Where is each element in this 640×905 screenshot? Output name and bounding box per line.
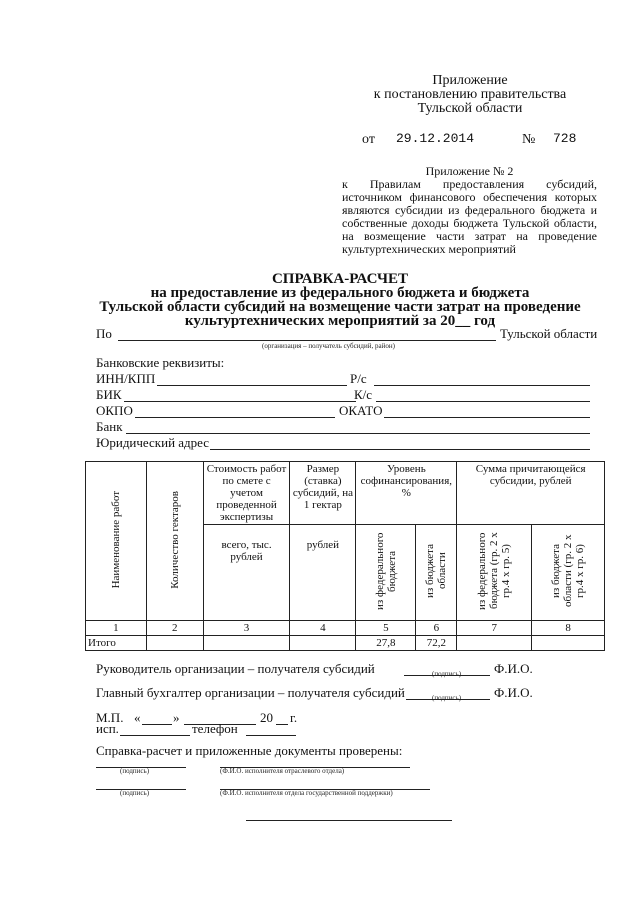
accountant-fio: Ф.И.О. bbox=[494, 685, 533, 700]
col-num-3: 3 bbox=[203, 621, 290, 636]
num-label: № bbox=[522, 132, 536, 147]
bank-label: Банк bbox=[96, 419, 123, 434]
decree-number: 728 bbox=[553, 131, 577, 146]
th-rate: Размер (ставка) субсидий, на 1 гектар bbox=[290, 462, 356, 525]
doc-title bbox=[60, 272, 620, 328]
total-level-fed: 27,8 bbox=[356, 636, 416, 651]
po-label: По bbox=[96, 326, 112, 341]
mp-label: М.П. bbox=[96, 710, 124, 725]
doc-title-line2: на предоставление из федерального бюджета и бюджета bbox=[150, 285, 530, 301]
ks-field bbox=[376, 401, 590, 402]
th-level-reg: из бюджета области bbox=[416, 525, 457, 621]
th-rate-unit: рублей bbox=[290, 525, 356, 621]
accountant-sign-caption: (подпись) bbox=[432, 694, 462, 702]
bank-title: Банковские реквизиты: bbox=[96, 355, 225, 370]
header-line2: к постановлению правительства bbox=[373, 87, 567, 102]
phone-field bbox=[246, 735, 296, 736]
subsidy-table bbox=[85, 461, 605, 651]
ot-label: от bbox=[362, 132, 375, 147]
col-num-1: 1 bbox=[86, 621, 147, 636]
date-open: « bbox=[134, 710, 141, 725]
th-level-fed: из федерального бюджета bbox=[356, 525, 416, 621]
th-name: Наименование работ bbox=[86, 462, 147, 621]
total-sum-reg bbox=[532, 636, 605, 651]
th-cost: Стоимость работ по смете с учетом проведенной экспертизы bbox=[203, 462, 290, 525]
total-rate bbox=[290, 636, 356, 651]
po-suffix: Тульской области bbox=[500, 326, 598, 341]
appendix-title: Приложение № 2 bbox=[425, 164, 514, 178]
col-num-6: 6 bbox=[416, 621, 457, 636]
head-fio: Ф.И.О. bbox=[494, 661, 533, 676]
rs-label: Р/с bbox=[350, 371, 367, 386]
appendix-text: к Правилам предоставления субсидий, источником финансового обеспечения которых являются субсидии из федерального бюджета и собственные доходы бюджета Тульской области, на возмещение части затрат на проведение культуртехнических мероприятий bbox=[342, 177, 597, 256]
col-num-7: 7 bbox=[457, 621, 532, 636]
th-sum: Сумма причитающейся субсидии, рублей bbox=[457, 462, 605, 525]
inn-label: ИНН/КПП bbox=[96, 371, 156, 386]
doc-title-line3: Тульской области субсидий на возмещение части затрат на проведение bbox=[99, 299, 581, 315]
th-sum-reg: из бюджета области (гр. 2 х гр.4 х гр. 6) bbox=[532, 525, 605, 621]
bottom-rule bbox=[246, 820, 452, 821]
total-sum-fed bbox=[457, 636, 532, 651]
okato-field bbox=[384, 417, 590, 418]
head-sign-caption: (подпись) bbox=[432, 670, 462, 678]
ks-label: К/с bbox=[354, 387, 373, 402]
address-field bbox=[210, 449, 590, 450]
check1-sign-caption: (подпись) bbox=[120, 767, 150, 775]
isp-label: исп. bbox=[96, 721, 119, 736]
bik-field bbox=[124, 401, 356, 402]
inn-field bbox=[157, 385, 347, 386]
accountant-label: Главный бухгалтер организации – получателя субсидий bbox=[96, 685, 405, 700]
total-label: Итого bbox=[86, 636, 147, 651]
th-cost-unit: всего, тыс. рублей bbox=[203, 525, 290, 621]
phone-label: телефон bbox=[192, 721, 238, 736]
okpo-label: ОКПО bbox=[96, 403, 133, 418]
year-field bbox=[276, 724, 288, 725]
okpo-field bbox=[135, 417, 335, 418]
check2-fio-caption: (Ф.И.О. исполнителя отдела государственной поддержки) bbox=[220, 789, 393, 797]
okato-label: ОКАТО bbox=[339, 403, 383, 418]
appendix-block bbox=[342, 165, 597, 256]
col-num-5: 5 bbox=[356, 621, 416, 636]
bank-field bbox=[126, 433, 590, 434]
bik-label: БИК bbox=[96, 387, 122, 402]
decree-date: 29.12.2014 bbox=[396, 131, 475, 146]
address-label: Юридический адрес bbox=[96, 435, 210, 450]
col-num-4: 4 bbox=[290, 621, 356, 636]
year-suffix: г. bbox=[290, 710, 298, 725]
doc-title-line4: культуртехнических мероприятий за 20__ год bbox=[184, 313, 496, 329]
isp-field bbox=[120, 735, 190, 736]
head-label: Руководитель организации – получателя субсидий bbox=[96, 661, 375, 676]
th-hectares: Количество гектаров bbox=[146, 462, 203, 621]
header-block bbox=[340, 74, 600, 116]
header-line1: Приложение bbox=[432, 73, 508, 88]
col-num-2: 2 bbox=[146, 621, 203, 636]
total-cost bbox=[203, 636, 290, 651]
doc-title-line1: СПРАВКА-РАСЧЕТ bbox=[271, 271, 409, 287]
po-field bbox=[118, 340, 496, 341]
total-hectares bbox=[146, 636, 203, 651]
th-sum-fed: из федерального бюджета (гр. 2 х гр.4 х гр. 5) bbox=[457, 525, 532, 621]
year-label: 20 bbox=[260, 710, 273, 725]
col-num-8: 8 bbox=[532, 621, 605, 636]
header-line3: Тульской области bbox=[417, 101, 523, 116]
rs-field bbox=[374, 385, 590, 386]
check1-fio-caption: (Ф.И.О. исполнителя отраслевого отдела) bbox=[220, 767, 345, 775]
checked-label: Справка-расчет и приложенные документы проверены: bbox=[96, 743, 403, 758]
total-level-reg: 72,2 bbox=[416, 636, 457, 651]
check2-sign-caption: (подпись) bbox=[120, 789, 150, 797]
day-field bbox=[142, 724, 172, 725]
th-level: Уровень софинансирования, % bbox=[356, 462, 457, 525]
po-caption: (организация – получатель субсидий, район) bbox=[262, 342, 395, 350]
date-close: » bbox=[173, 710, 180, 725]
